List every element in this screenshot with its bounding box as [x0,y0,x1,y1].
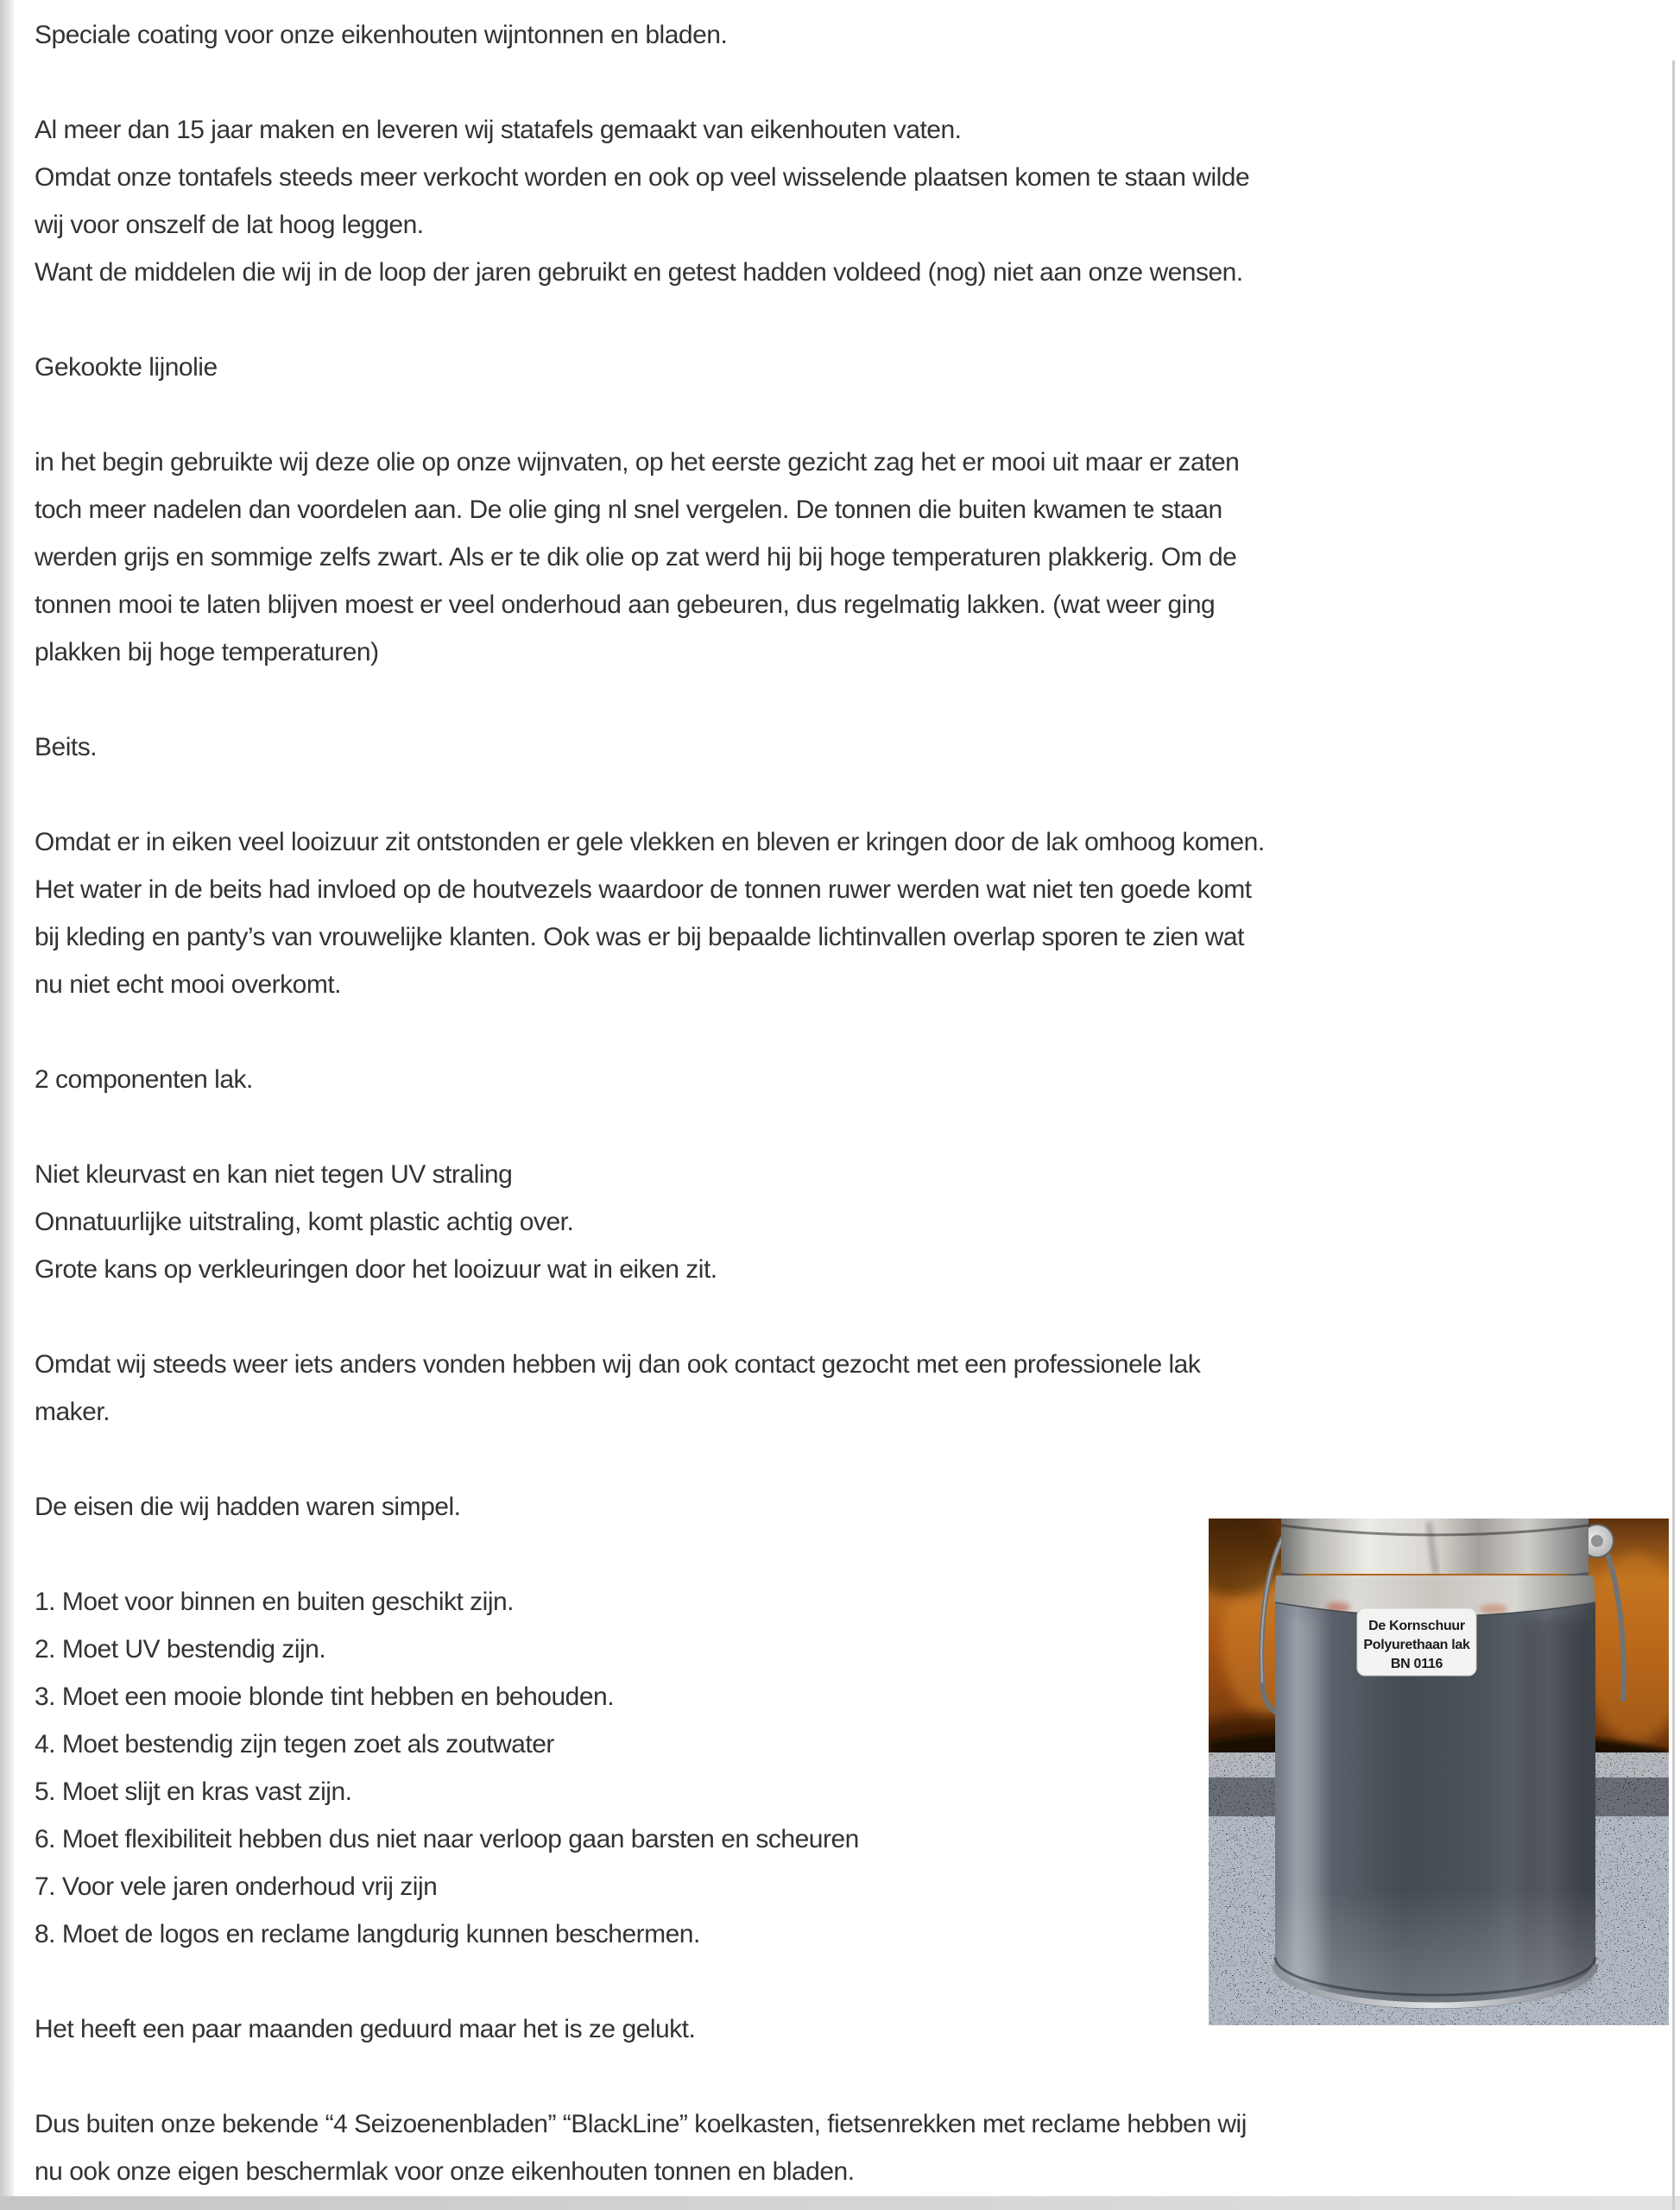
paragraph [35,1341,1381,1436]
text-line: 6. Moet flexibiliteit hebben dus niet naar verloop gaan barsten en scheuren [35,1825,859,1853]
text-line: maker. [35,1398,111,1426]
text-line: De eisen die wij hadden waren simpel. [35,1493,461,1521]
text-line: Speciale coating voor onze eikenhouten wijntonnen en bladen. [35,21,728,49]
text-line: Dus buiten onze bekende “4 Seizoenenbladen” “BlackLine” koelkasten, fietsenrekken met reclame hebben wij [35,2110,1247,2138]
text-line: toch meer nadelen dan voordelen aan. De olie ging nl snel vergelen. De tonnen die buiten kwamen te staan [35,496,1222,524]
can-label [1357,1608,1476,1676]
text-line: 2. Moet UV bestendig zijn. [35,1635,326,1664]
text-line: Niet kleurvast en kan niet tegen UV straling [35,1160,513,1189]
text-line: Onnatuurlijke uitstraling, komt plastic achtig over. [35,1208,574,1236]
text-line: Al meer dan 15 jaar maken en leveren wij statafels gemaakt van eikenhouten vaten. [35,116,962,144]
can-label-line1: De Kornschuur [1368,1619,1465,1633]
text-line: nu niet echt mooi overkomt. [35,970,342,999]
document-body-text [35,11,1381,2195]
text-line: 5. Moet slijt en kras vast zijn. [35,1777,352,1806]
text-line: nu ook onze eigen beschermlak voor onze eikenhouten tonnen en bladen. [35,2157,855,2186]
paragraph [35,11,1381,59]
text-line: plakken bij hoge temperaturen) [35,638,379,666]
paragraph [35,106,1381,296]
text-line: Grote kans op verkleuringen door het looizuur wat in eiken zit. [35,1255,717,1284]
text-line: Omdat onze tontafels steeds meer verkocht worden en ook op veel wisselende plaatsen komen te staan wilde [35,163,1250,192]
text-line: in het begin gebruikte wij deze olie op onze wijnvaten, op het eerste gezicht zag het er mooi uit maar er zaten [35,448,1240,477]
text-line: Omdat wij steeds weer iets anders vonden hebben wij dan ook contact gezocht met een professionele lak [35,1350,1201,1379]
paragraph [35,439,1381,676]
text-line: Het heeft een paar maanden geduurd maar het is ze gelukt. [35,2015,696,2043]
text-line: Gekookte lijnolie [35,353,218,382]
text-line: 2 componenten lak. [35,1065,253,1094]
page-edge-right-line [1672,60,1675,2210]
paragraph [35,344,1381,391]
paragraph [35,2005,1381,2053]
text-line: 1. Moet voor binnen en buiten geschikt zijn. [35,1588,515,1616]
text-line: 8. Moet de logos en reclame langdurig kunnen beschermen. [35,1920,700,1948]
text-line: werden grijs en sommige zelfs zwart. Als er te dik olie op zat werd hij bij hoge temperaturen plakkerig. Om de [35,543,1237,571]
text-line: wij voor onszelf de lat hoog leggen. [35,211,424,239]
paragraph [35,723,1381,771]
paragraph [35,2100,1381,2195]
page-edge-bottom [0,2196,1680,2210]
paragraph [35,1151,1381,1293]
can-label-line2: Polyurethaan lak [1363,1638,1470,1652]
text-line: Want de middelen die wij in de loop der jaren gebruikt en getest hadden voldeed (nog) niet aan onze wensen. [35,258,1243,287]
text-line: Beits. [35,733,98,761]
paragraph [35,818,1381,1008]
text-line: tonnen mooi te laten blijven moest er veel onderhoud aan gebeuren, dus regelmatig lakken. (wat weer ging [35,590,1216,619]
text-line: 3. Moet een mooie blonde tint hebben en behouden. [35,1683,615,1711]
paragraph [35,1056,1381,1103]
text-line: 7. Voor vele jaren onderhoud vrij zijn [35,1872,438,1901]
paragraph [35,1483,1381,1531]
can-label-line3: BN 0116 [1390,1657,1443,1671]
text-line: 4. Moet bestendig zijn tegen zoet als zoutwater [35,1730,554,1759]
text-line: Het water in de beits had invloed op de houtvezels waardoor de tonnen ruwer werden wat niet ten goede komt [35,875,1252,904]
paint-can-photo [1209,1519,1669,2025]
text-line: Omdat er in eiken veel looizuur zit ontstonden er gele vlekken en bleven er kringen door de lak omhoog komen. [35,828,1265,856]
paragraph [35,1578,1381,1958]
page-edge-left [0,0,14,2210]
paint-can [1261,1519,1624,2009]
text-line: bij kleding en panty’s van vrouwelijke klanten. Ook was er bij bepaalde lichtinvallen overlap sporen te zien wat [35,923,1244,951]
